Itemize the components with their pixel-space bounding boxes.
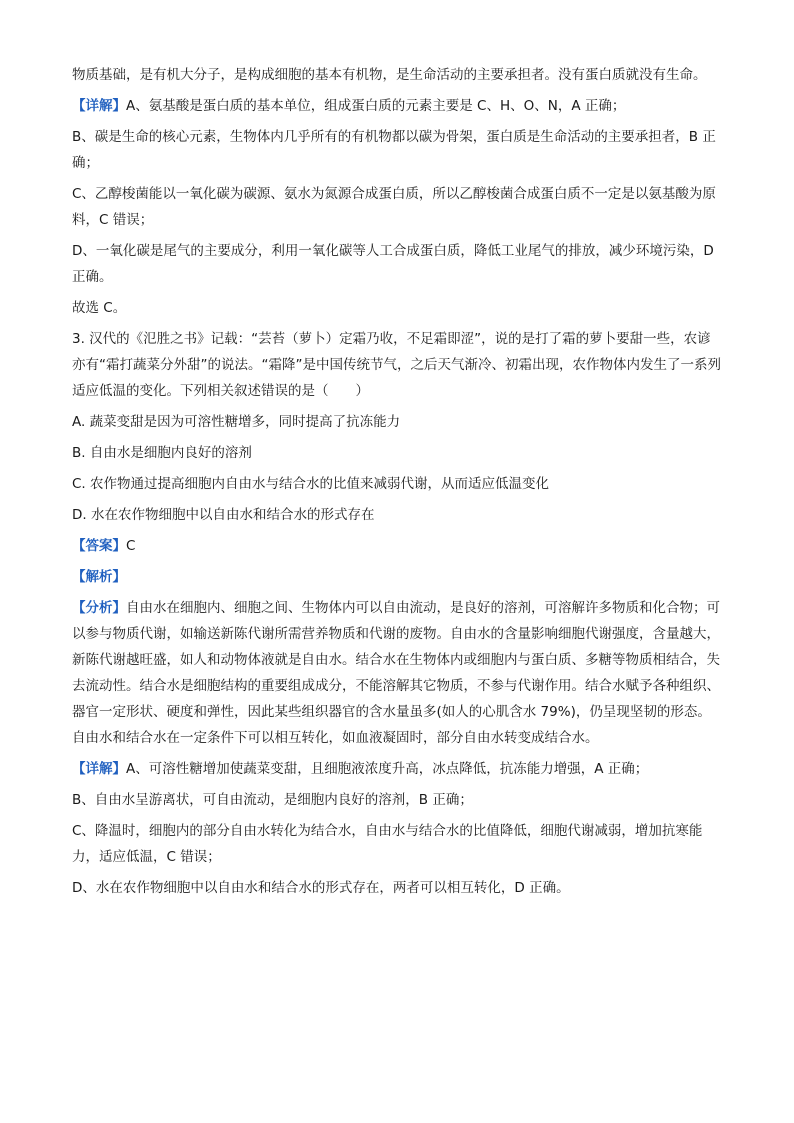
fenxi-text: 自由水在细胞内、细胞之间、生物体内可以自由流动，是良好的溶剂，可溶解许多物质和化合物；可以参与物质代谢，如输送新陈代谢所需营养物质和代谢的废物。自由水的含量影响细胞代谢强度，含量越大，新陈代谢越旺盛，如人和动物体液就是自由水。结合水在生物体内或细胞内与蛋白质、多糖等物质相结合，失去流动性。结合水是细胞结构的重要组成成分，不能溶解其它物质，不参与代谢作用。结合水赋予各种组织、器官一定形状、硬度和弹性，因此某些组织器官的含水量虽多(如人的心肌含水 79%)，仍呈现坚韧的形态。自由水和结合水在一定条件下可以相互转化，如血液凝固时，部分自由水转变成结合水。 [72, 600, 720, 746]
question-stem: 3. 汉代的《氾胜之书》记载：“芸苔（萝卜）定霜乃收，不足霜即涩”，说的是打了霜的萝卜要甜一些，农谚亦有“霜打蔬菜分外甜”的说法。“霜降”是中国传统节气，之后天气渐冷、初霜出现，农作物体内发生了一系列适应低温的变化。下列相关叙述错误的是（ ） [72, 331, 721, 399]
paragraph-xiangjie-d: D、水在农作物细胞中以自由水和结合水的形式存在，两者可以相互转化，D 正确。 [72, 880, 570, 896]
paragraph-xiangjie-a [72, 756, 722, 782]
paragraph-choose: 故选 C。 [72, 300, 127, 316]
option-c: C. 农作物通过提高细胞内自由水与结合水的比值来减弱代谢，从而适应低温变化 [72, 476, 550, 492]
answer-label: 【答案】 [72, 538, 126, 554]
paragraph-detail-c: C、乙醇梭菌能以一氧化碳为碳源、氨水为氮源合成蛋白质，所以乙醇梭菌合成蛋白质不一定是以氨基酸为原料，C 错误； [72, 186, 716, 228]
answer-line [72, 533, 722, 559]
document-page [72, 62, 722, 906]
paragraph-xiangjie-b: B、自由水呈游离状，可自由流动，是细胞内良好的溶剂，B 正确； [72, 792, 473, 808]
paragraph-fenxi [72, 595, 722, 751]
xiangjie-a-text: A、可溶性糖增加使蔬菜变甜，且细胞液浓度升高，冰点降低，抗冻能力增强，A 正确； [126, 761, 649, 777]
option-b: B. 自由水是细胞内良好的溶剂 [72, 445, 252, 461]
analysis-label: 【解析】 [72, 569, 126, 585]
paragraph-xiangjie-c: C、降温时，细胞内的部分自由水转化为结合水，自由水与结合水的比值降低，细胞代谢减弱，增加抗寒能力，适应低温，C 错误； [72, 823, 703, 865]
paragraph-protein-summary: 物质基础，是有机大分子，是构成细胞的基本有机物，是生命活动的主要承担者。没有蛋白质就没有生命。 [72, 67, 707, 83]
option-a: A. 蔬菜变甜是因为可溶性糖增多，同时提高了抗冻能力 [72, 414, 401, 430]
answer-value: C [126, 538, 136, 554]
detail-label: 【详解】 [72, 98, 126, 114]
option-d: D. 水在农作物细胞中以自由水和结合水的形式存在 [72, 507, 375, 523]
fenxi-label: 【分析】 [72, 600, 126, 616]
paragraph-detail-a [72, 93, 722, 119]
paragraph-detail-b: B、碳是生命的核心元素，生物体内几乎所有的有机物都以碳为骨架，蛋白质是生命活动的主要承担者，B 正确； [72, 129, 716, 171]
detail-a-text: A、氨基酸是蛋白质的基本单位，组成蛋白质的元素主要是 C、H、O、N，A 正确； [126, 98, 626, 114]
xiangjie-label: 【详解】 [72, 761, 126, 777]
paragraph-detail-d: D、一氧化碳是尾气的主要成分，利用一氧化碳等人工合成蛋白质，降低工业尾气的排放，减少环境污染，D 正确。 [72, 243, 714, 285]
analysis-heading [72, 564, 722, 590]
